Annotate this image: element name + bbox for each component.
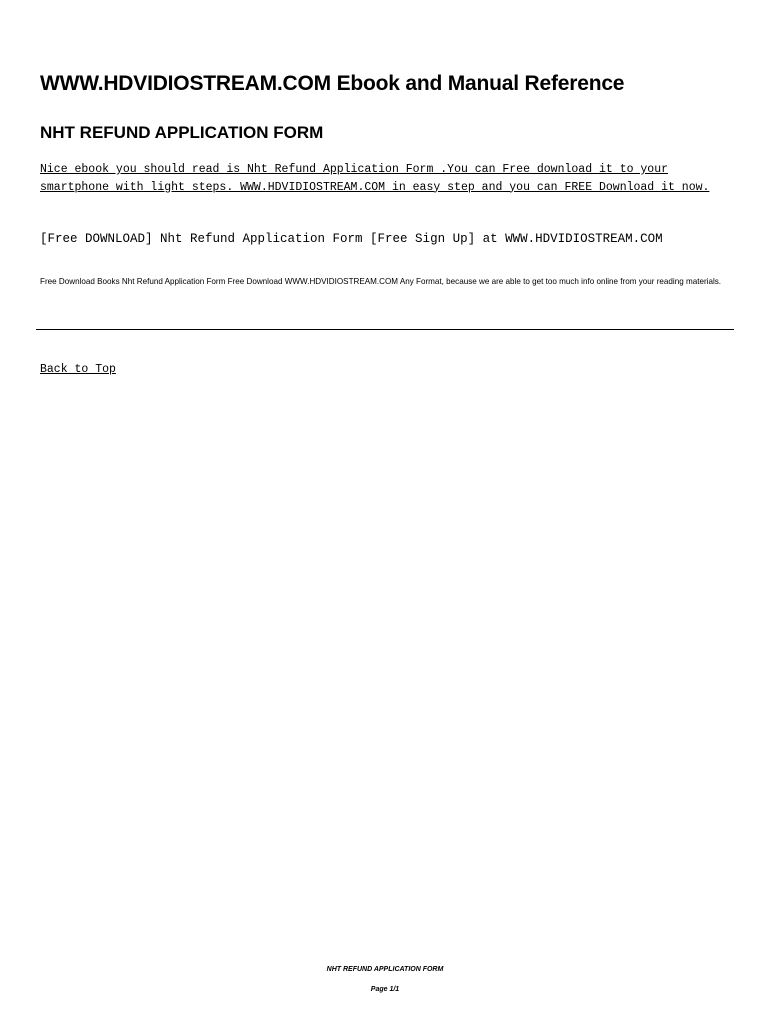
footer-document-title: NHT REFUND APPLICATION FORM xyxy=(326,966,444,973)
horizontal-divider xyxy=(36,329,734,330)
intro-download-link[interactable]: Nice ebook you should read is Nht Refund Application Form .You can Free download it to your smartphone with light steps. WWW.HDVIDIOSTREAM.COM in easy step and you can FREE Download it now. xyxy=(40,163,710,194)
free-download-line: [Free DOWNLOAD] Nht Refund Application Form [Free Sign Up] at WWW.HDVIDIOSTREAM.COM xyxy=(40,232,663,246)
document-title: NHT REFUND APPLICATION FORM xyxy=(40,123,324,142)
site-title: WWW.HDVIDIOSTREAM.COM Ebook and Manual Reference xyxy=(40,72,625,95)
footer-page-number: Page 1/1 xyxy=(370,986,400,993)
back-to-top-link[interactable]: Back to Top xyxy=(40,363,116,376)
description-text: Free Download Books Nht Refund Application Form Free Download WWW.HDVIDIOSTREAM.COM Any Format, because we are able to get too much info online from your reading materials. xyxy=(40,277,722,286)
